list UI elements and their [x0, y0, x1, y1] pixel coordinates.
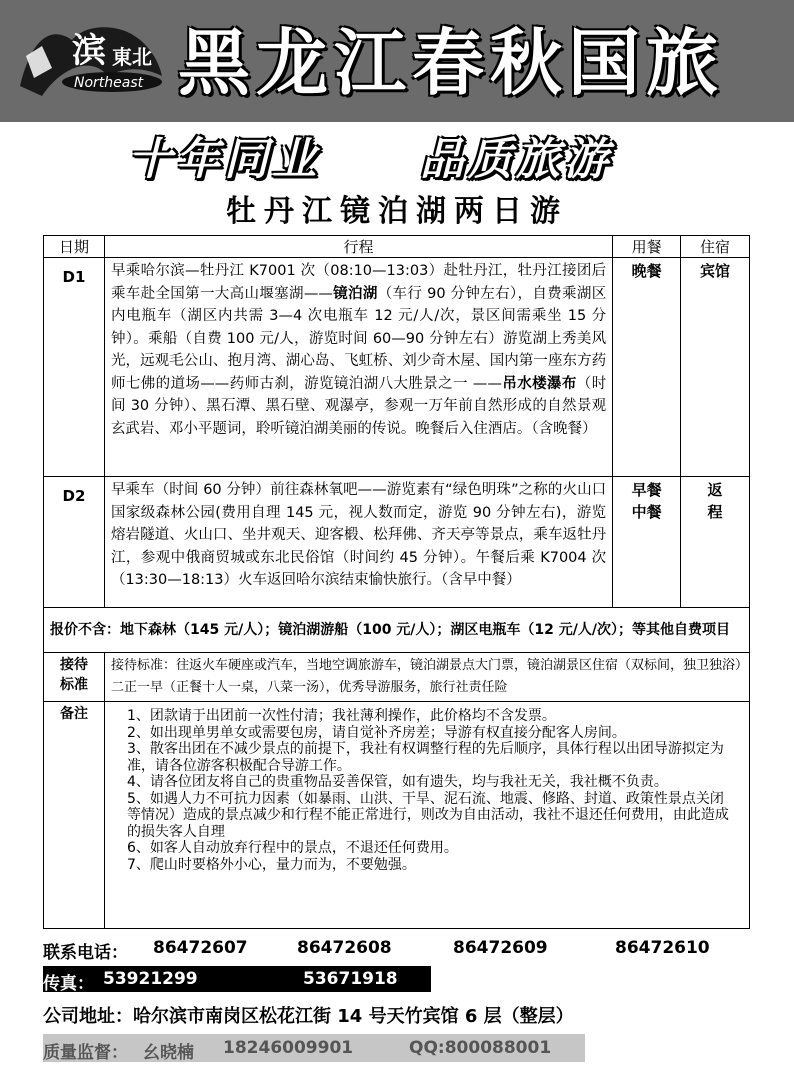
fax-number: 53921299 — [103, 969, 198, 989]
logo-main-char: 滨 — [72, 31, 106, 71]
qc-label: 质量监督： — [43, 1043, 128, 1063]
reception-label: 接待 标准 — [44, 653, 105, 702]
day-description-d2: 早乘车（时间 60 分钟）前往森林氧吧——游览素有“绿色明珠”之称的火山口国家级森林公园(费用自理 145 元，视人数而定，游览 90 分钟左右)，游览熔岩隧道、火山口、坐井观天、迎客椴、松拜佛、齐天亭等景点，乘车返牡丹江，参观中俄商贸城或东北民俗馆（时间约 45 分钟）。午餐后乘 K7004 次（13:30—18:13）火车返回哈尔滨结束愉快旅行。（含早中餐） — [104, 477, 612, 608]
logo-english: Northeast — [74, 75, 144, 91]
remark-item: 2、如出现单男单女或需要包房，请自觉补齐房差；导游有权直接分配客人房间。 — [126, 724, 626, 741]
remark-item: 4、请各位团友将自己的贵重物品妥善保管，如有遗失，均与我社无关，我社概不负责。 — [126, 774, 668, 790]
company-name: 黑龙江春秋国旅 — [178, 20, 725, 105]
meals-d2: 早餐 中餐 — [613, 477, 681, 608]
not-included-text: 报价不含：地下森林（145 元/人）；镜泊湖游船（100 元/人）；湖区电瓶车（12 元/人/次）；等其他自费项目 — [44, 608, 750, 653]
phone-number: 86472609 — [453, 938, 548, 958]
phone-number: 86472608 — [297, 938, 392, 958]
meals-d1: 晚餐 — [613, 258, 681, 477]
header-meals: 用餐 — [613, 236, 681, 258]
day-label-d1: D1 — [44, 258, 105, 477]
lodging-d2: 返 程 — [681, 477, 750, 608]
header-banner — [0, 0, 794, 122]
qc-qq: QQ:800088001 — [409, 1038, 552, 1058]
table-row-d2 — [44, 477, 750, 608]
fax-number: 53671918 — [303, 969, 398, 989]
logo-small-chars: 東北 — [112, 45, 152, 69]
remark-item: 5、如遇人力不可抗力因素（如暴雨、山洪、干旱、泥石流、地震、修路、封道、政策性景点关闭等情况）造成的景点减少和行程不能正常进行，则改为自由活动，我社不退还任何费用，由此造成的损失客人自理 — [126, 790, 729, 840]
fax-bar — [43, 966, 431, 992]
table-header-row — [44, 236, 750, 258]
header-lodging: 住宿 — [681, 236, 750, 258]
itinerary-table — [43, 235, 750, 929]
remark-item: 3、散客出团在不减少景点的前提下，我社有权调整行程的先后顺序，具体行程以出团导游拟定为准，请各位游客积极配合导游工作。 — [126, 741, 724, 774]
lodging-d1: 宾馆 — [681, 258, 750, 477]
phone-number: 86472610 — [615, 938, 710, 958]
tour-title: 牡丹江镜泊湖两日游 — [226, 194, 568, 229]
table-row-d1 — [44, 258, 750, 477]
table-row-not-included — [44, 608, 750, 653]
table-row-remarks — [44, 702, 750, 929]
qc-phone: 18246009901 — [223, 1038, 354, 1058]
fax-label: 传真： — [43, 974, 94, 994]
quality-supervision-bar — [43, 1034, 585, 1062]
day-label-d2: D2 — [44, 477, 105, 608]
phone-label: 联系电话： — [43, 943, 128, 963]
reception-text: 接待标准：往返火车硬座或汽车，当地空调旅游车，镜泊湖景点大门票，镜泊湖景区住宿（双标间，独卫独浴）二正一早（正餐十人一桌，八菜一汤），优秀导游服务，旅行社责任险 — [104, 653, 749, 702]
remarks-list — [104, 702, 749, 929]
header-date: 日期 — [44, 236, 105, 258]
remark-item: 1、团款请于出团前一次性付清；我社薄利操作，此价格均不含发票。 — [126, 708, 556, 724]
remarks-label: 备注 — [44, 702, 105, 929]
company-logo — [12, 16, 164, 108]
phone-number: 86472607 — [153, 938, 248, 958]
slogan-right: 品质旅游 — [420, 134, 612, 185]
slogan — [0, 132, 794, 188]
qc-name: 幺晓楠 — [143, 1043, 194, 1063]
remark-item: 6、如客人自动放弃行程中的景点，不退还任何费用。 — [126, 840, 458, 856]
remark-item: 7、爬山时要格外小心，量力而为，不要勉强。 — [126, 856, 416, 873]
header-itinerary: 行程 — [104, 236, 612, 258]
slogan-left: 十年同业 — [128, 134, 320, 185]
company-address: 公司地址：哈尔滨市南岗区松花江街 14 号天竹宾馆 6 层（整层） — [43, 1006, 574, 1027]
day-description-d1: 早乘哈尔滨—牡丹江 K7001 次（08:10—13:03）赴牡丹江，牡丹江接团后乘车赴全国第一大高山堰塞湖——镜泊湖（车行 90 分钟左右），自费乘湖区内电瓶车（湖区内共需 3—4 次电瓶车 12 元/人/次，景区间需乘坐 15 分钟）。乘船（自费 100 元/人，游览时间 60—90 分钟左右）游览湖上秀美风光，远观毛公山、抱月湾、湖心岛、飞虹桥、刘少奇木屋、国内第一座东方药师七佛的道场——药师古刹，游览镜泊湖八大胜景之一 ——吊水楼瀑布（时间 30 分钟）、黑石潭、黑石壁、观瀑亭，参观一万年前自然形成的自然景观玄武岩、邓小平题词，聆听镜泊湖美丽的传说。晚餐后入住酒店。（含晚餐） — [104, 258, 612, 477]
table-row-reception — [44, 653, 750, 702]
